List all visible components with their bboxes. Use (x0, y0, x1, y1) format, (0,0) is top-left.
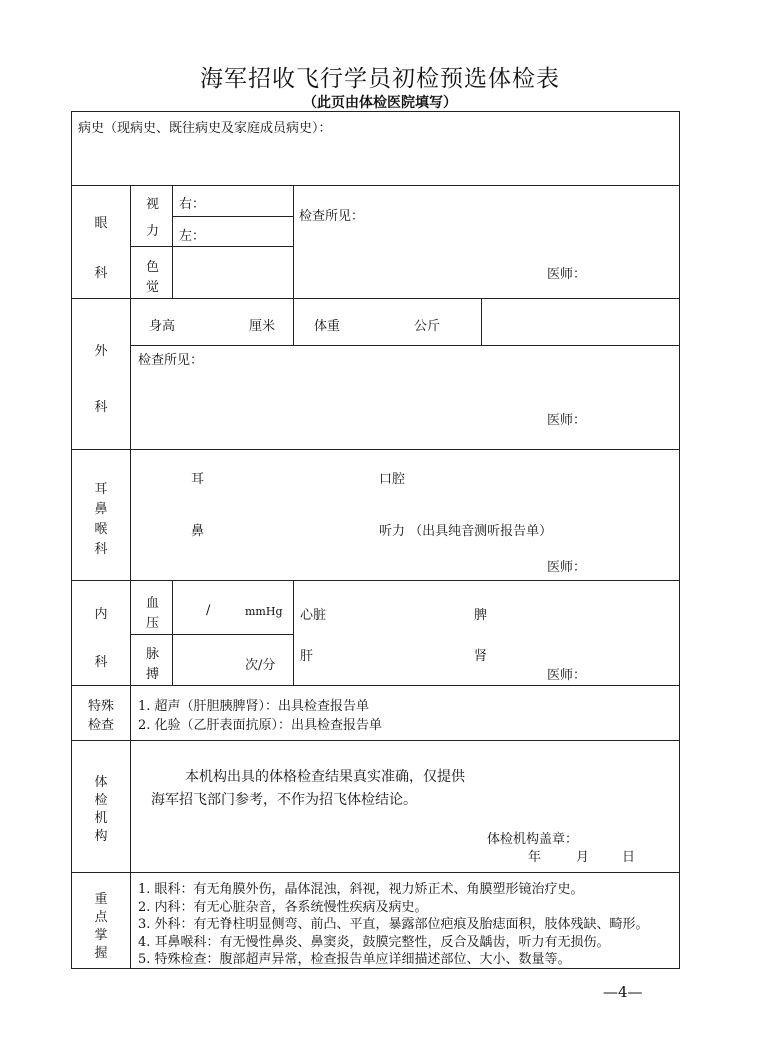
section-divider (71, 685, 680, 686)
ent-dept-label: 鼻 (94, 502, 108, 517)
cell-line (293, 185, 294, 298)
page-title: 海军招收飞行学员初检预选体检表 (200, 66, 560, 92)
section-divider (71, 872, 680, 873)
institution-statement: 本机构出具的体格检查结果真实准确，仅提供 (185, 769, 465, 785)
vision-label: 力 (146, 224, 160, 239)
mouth-label: 口腔 (379, 472, 406, 487)
institution-dept-label: 机 (94, 811, 108, 826)
height-label: 身高 (149, 319, 176, 334)
key-points-dept-label: 点 (94, 910, 108, 925)
institution-dept-label: 构 (94, 829, 108, 844)
section-divider (71, 298, 680, 299)
ear-label: 耳 (191, 472, 205, 487)
key-point-item: 4. 耳鼻喉科：有无慢性鼻炎、鼻窦炎，鼓膜完整性，反合及龋齿，听力有无损伤。 (138, 935, 610, 950)
institution-statement: 海军招飞部门参考，不作为招飞体检结论。 (151, 792, 417, 808)
heart-label: 心脏 (300, 608, 327, 623)
surgery-dept-label: 科 (94, 400, 108, 415)
eye-dept-label: 科 (94, 266, 108, 281)
eye-dept-label: 眼 (94, 216, 108, 231)
section-divider (71, 185, 680, 186)
height-unit: 厘米 (249, 319, 276, 334)
weight-label: 体重 (314, 319, 341, 334)
cell-line (172, 185, 173, 298)
cell-line (130, 246, 293, 247)
bp-unit: mmHg (245, 605, 283, 618)
institution-dept-label: 检 (94, 793, 108, 808)
cell-line (293, 580, 294, 685)
surgery-findings-label: 检查所见： (138, 353, 204, 368)
section-divider (71, 580, 680, 581)
blood-pressure-label: 血 (146, 596, 160, 611)
cell-line (172, 216, 293, 217)
pulse-label: 脉 (146, 647, 160, 662)
vision-right-label: 右： (179, 197, 206, 212)
vision-label: 视 (146, 197, 160, 212)
dept-column-divider (130, 185, 131, 969)
special-dept-label: 检查 (87, 718, 114, 733)
page-number: —4— (603, 983, 643, 1001)
internal-doctor-label: 医师： (547, 668, 587, 683)
cell-line (130, 345, 679, 346)
special-item: 2. 化验（乙肝表面抗原）：出具检查报告单 (138, 718, 383, 733)
ent-doctor-label: 医师： (547, 560, 587, 575)
key-point-item: 2. 内科：有无心脏杂音，各系统慢性疾病及病史。 (138, 900, 428, 915)
history-label: 病史（现病史、既往病史及家庭成员病史）： (78, 121, 332, 136)
ent-dept-label: 科 (94, 542, 108, 557)
bp-separator: / (206, 603, 211, 618)
key-points-dept-label: 掌 (94, 928, 108, 943)
hearing-label: 听力 （出具纯音测听报告单） (379, 524, 553, 539)
institution-seal-label: 体检机构盖章： (487, 832, 579, 847)
blood-pressure-label: 压 (146, 616, 160, 631)
table-border-bottom (71, 968, 680, 969)
cell-line (172, 580, 173, 685)
pulse-unit: 次/分 (245, 658, 276, 673)
key-point-item: 3. 外科：有无脊柱明显侧弯、前凸、平直，暴露部位疤痕及胎痣面积，肢体残缺、畸形。 (138, 917, 649, 932)
cell-line (130, 634, 293, 635)
color-vision-label: 觉 (146, 280, 160, 295)
date-day-label: 日 (622, 850, 636, 865)
spleen-label: 脾 (474, 608, 488, 623)
special-item: 1. 超声（肝胆胰脾肾）：出具检查报告单 (138, 699, 370, 714)
ent-dept-label: 耳 (94, 482, 108, 497)
date-month-label: 月 (576, 850, 590, 865)
internal-dept-label: 科 (94, 655, 108, 670)
table-border-right (679, 111, 680, 969)
date-year-label: 年 (528, 850, 542, 865)
key-point-item: 5. 特殊检查：腹部超声异常，检查报告单应详细描述部位、大小、数量等。 (138, 952, 571, 967)
internal-dept-label: 内 (94, 607, 108, 622)
key-points-dept-label: 重 (94, 892, 108, 907)
color-vision-label: 色 (146, 260, 160, 275)
cell-line (481, 298, 482, 345)
liver-label: 肝 (300, 649, 314, 664)
pulse-label: 搏 (146, 667, 160, 682)
eye-doctor-label: 医师： (547, 267, 587, 282)
section-divider (71, 740, 680, 741)
key-point-item: 1. 眼科：有无角膜外伤，晶体混浊，斜视，视力矫正术、角膜塑形镜治疗史。 (138, 882, 584, 897)
vision-left-label: 左： (179, 229, 206, 244)
ent-dept-label: 喉 (94, 522, 108, 537)
surgery-doctor-label: 医师： (547, 413, 587, 428)
weight-unit: 公斤 (414, 319, 441, 334)
section-divider (71, 449, 680, 450)
institution-dept-label: 体 (94, 775, 108, 790)
cell-line (293, 298, 294, 345)
key-points-dept-label: 握 (94, 946, 108, 961)
surgery-dept-label: 外 (94, 344, 108, 359)
special-dept-label: 特殊 (87, 699, 114, 714)
table-border-top (71, 111, 680, 112)
kidney-label: 肾 (474, 649, 488, 664)
page-subtitle: （此页由体检医院填写） (303, 95, 457, 111)
eye-findings-label: 检查所见： (299, 209, 365, 224)
nose-label: 鼻 (191, 524, 205, 539)
